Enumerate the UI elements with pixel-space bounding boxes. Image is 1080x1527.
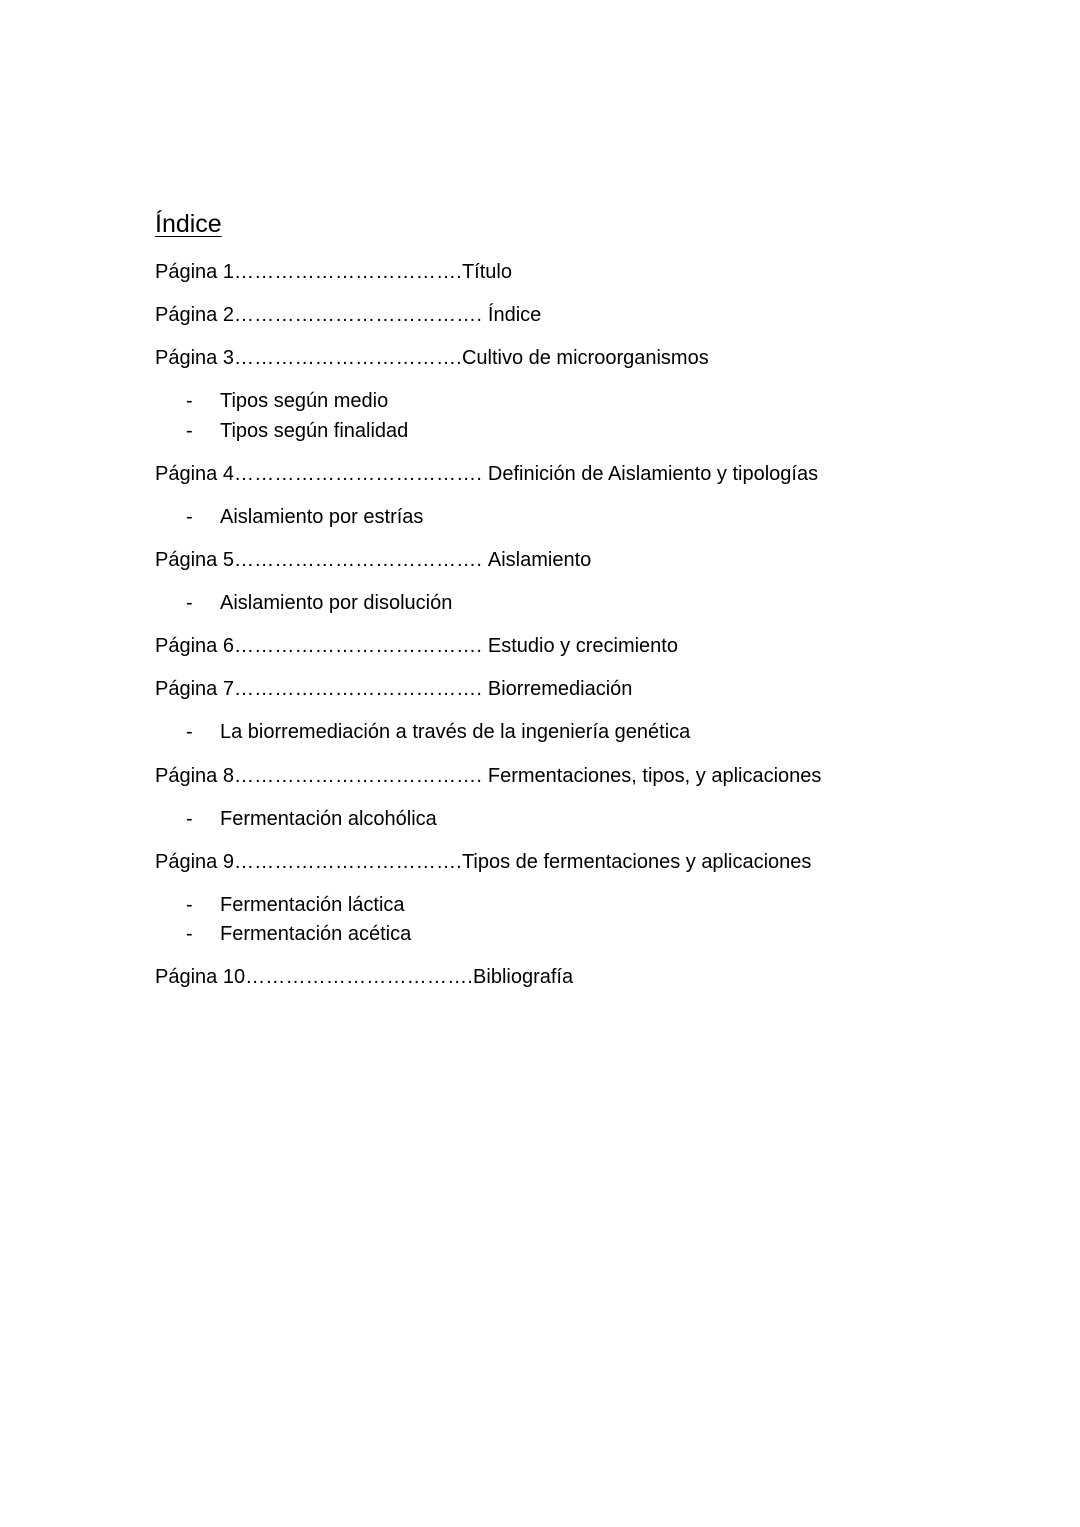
toc-page-number: Página 9 <box>155 851 234 873</box>
bullet-dash: - <box>186 808 193 830</box>
toc-entry <box>155 850 811 874</box>
bullet-dash: - <box>186 506 193 528</box>
toc-entry-title: Tipos de fermentaciones y aplicaciones <box>461 851 812 873</box>
toc-leader-dots: ………………………………. <box>233 463 488 485</box>
toc-page-number: Página 1 <box>155 261 234 283</box>
toc-page-number: Página 2 <box>155 304 234 326</box>
toc-leader-dots: ……………………………. <box>245 966 474 988</box>
toc-page-number: Página 5 <box>155 549 234 571</box>
toc-sub-item-label: Fermentación alcohólica <box>220 808 437 830</box>
toc-entry-title: Fermentaciones, tipos, y aplicaciones <box>487 765 822 787</box>
bullet-dash: - <box>186 420 193 442</box>
toc-sub-item-label: Fermentación láctica <box>220 894 405 916</box>
toc-entry <box>155 346 709 370</box>
toc-entry <box>155 764 821 788</box>
toc-entry-title: Definición de Aislamiento y tipologías <box>487 463 819 485</box>
toc-leader-dots: ……………………………. <box>233 851 462 873</box>
toc-page-number: Página 6 <box>155 635 234 657</box>
toc-entry-title: Título <box>461 261 512 283</box>
toc-entry-title: Biorremediación <box>487 678 633 700</box>
bullet-dash: - <box>186 721 193 743</box>
toc-entry-title: Bibliografía <box>473 966 574 988</box>
toc-sub-item-label: Aislamiento por disolución <box>220 592 453 614</box>
toc-entry-title: Aislamiento <box>487 549 592 571</box>
toc-leader-dots: ………………………………. <box>233 765 488 787</box>
toc-sub-item-label: Aislamiento por estrías <box>220 506 424 528</box>
toc-leader-dots: ………………………………. <box>233 549 488 571</box>
toc-sub-item-label: Tipos según medio <box>220 390 389 412</box>
toc-page-number: Página 7 <box>155 678 234 700</box>
toc-entry-title: Estudio y crecimiento <box>487 635 678 657</box>
toc-entry <box>155 462 818 486</box>
toc-page-number: Página 8 <box>155 765 234 787</box>
toc-sub-item-label: Fermentación acética <box>220 923 412 945</box>
toc-leader-dots: ………………………………. <box>233 678 488 700</box>
toc-entry <box>155 677 632 701</box>
toc-entry <box>155 260 512 284</box>
toc-sub-item-label: Tipos según finalidad <box>220 420 409 442</box>
toc-entry-title: Índice <box>487 304 542 326</box>
toc-entry <box>155 548 591 572</box>
toc-heading: Índice <box>155 210 222 238</box>
toc-leader-dots: ………………………………. <box>233 635 488 657</box>
toc-entry <box>155 965 573 989</box>
toc-sub-item-label: La biorremediación a través de la ingeniería genética <box>220 721 691 743</box>
bullet-dash: - <box>186 894 193 916</box>
toc-leader-dots: ……………………………. <box>233 347 462 369</box>
bullet-dash: - <box>186 390 193 412</box>
toc-entry <box>155 303 541 327</box>
toc-page-number: Página 10 <box>155 966 246 988</box>
toc-entry-title: Cultivo de microorganismos <box>461 347 709 369</box>
toc-leader-dots: ……………………………. <box>233 261 462 283</box>
toc-page-number: Página 3 <box>155 347 234 369</box>
toc-leader-dots: ………………………………. <box>233 304 488 326</box>
toc-entry <box>155 634 678 658</box>
bullet-dash: - <box>186 923 193 945</box>
toc-page-number: Página 4 <box>155 463 234 485</box>
bullet-dash: - <box>186 592 193 614</box>
